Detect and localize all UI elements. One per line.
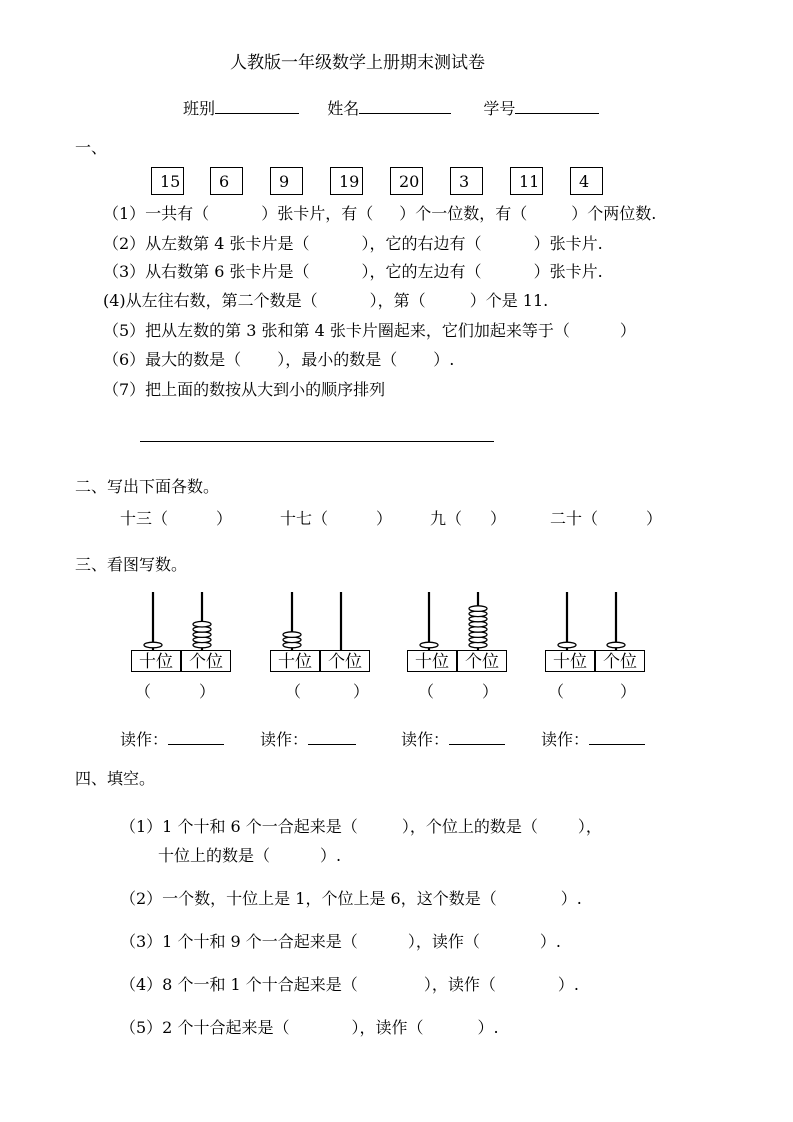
abacus-rods	[404, 590, 516, 652]
abacus-rods	[267, 590, 379, 652]
ones-label: 个位	[457, 650, 507, 672]
number-card: 9	[270, 167, 303, 195]
abacus	[542, 590, 654, 680]
page-title: 人教版一年级数学上册期末测试卷	[230, 53, 485, 73]
read-as-item: 读作：	[401, 728, 505, 748]
class-label: 班别	[183, 99, 216, 118]
tens-label: 十位	[131, 650, 181, 672]
abacus-bead	[144, 642, 162, 648]
order-answer-line[interactable]	[140, 441, 494, 442]
abacus-bead	[283, 632, 301, 638]
abacus-answer: （ ）	[418, 682, 499, 701]
write-number-item: 十三（ ）	[120, 509, 233, 528]
number-card: 19	[330, 167, 363, 195]
abacus-bead	[469, 606, 487, 612]
tens-label: 十位	[270, 650, 320, 672]
abacus	[404, 590, 516, 680]
abacus-answer: （ ）	[548, 682, 637, 701]
ones-label: 个位	[181, 650, 231, 672]
name-label: 姓名	[327, 99, 360, 118]
read-as-item: 读作：	[260, 728, 356, 748]
fill-item-5: （5）2 个十合起来是（ ），读作（ ）.	[120, 1018, 499, 1037]
number-card: 11	[510, 167, 543, 195]
student-info-row	[183, 97, 599, 117]
abacus	[267, 590, 379, 680]
fill-item-1b: 十位上的数是（ ）.	[158, 846, 342, 865]
number-card: 6	[210, 167, 243, 195]
number-card: 3	[450, 167, 483, 195]
question-1-5: （5）把从左数的第 3 张和第 4 张卡片圈起来，它们加起来等于（ ）	[103, 321, 636, 340]
abacus-bead	[607, 642, 625, 648]
fill-item-3: （3）1 个十和 9 个一合起来是（ ），读作（ ）.	[120, 932, 561, 951]
section1-heading: 一、	[75, 138, 108, 157]
fill-item-2: （2）一个数，十位上是 1，个位上是 6，这个数是（ ）.	[120, 889, 582, 908]
number-card: 4	[570, 167, 603, 195]
abacus-rods	[542, 590, 654, 652]
write-number-item: 十七（ ）	[280, 509, 393, 528]
abacus-answer: （ ）	[285, 682, 370, 701]
question-1-7: （7）把上面的数按从大到小的顺序排列	[103, 380, 386, 399]
question-1-3: （3）从右数第 6 张卡片是（ ），它的左边有（ ）张卡片.	[103, 262, 603, 281]
fill-item-1: （1）1 个十和 6 个一合起来是（ ），个位上的数是（ ），	[120, 817, 602, 836]
abacus-bead	[420, 642, 438, 648]
name-field[interactable]	[359, 97, 451, 114]
abacus-answer: （ ）	[135, 682, 216, 701]
read-as-item: 读作：	[541, 728, 645, 748]
write-number-item: 二十（ ）	[550, 509, 663, 528]
number-label: 学号	[483, 99, 516, 118]
question-1-4: (4)从左往右数，第二个数是（ ），第（ ）个是 11.	[103, 291, 549, 310]
abacus-rods	[128, 590, 240, 652]
write-number-item: 九（ ）	[430, 509, 507, 528]
abacus-bead	[193, 621, 211, 627]
class-field[interactable]	[215, 97, 299, 114]
question-1-6: （6）最大的数是（ ），最小的数是（ ）.	[103, 350, 455, 369]
number-card: 15	[151, 167, 184, 195]
abacus	[128, 590, 240, 680]
ones-label: 个位	[595, 650, 645, 672]
section2-heading: 二、写出下面各数。	[75, 477, 220, 496]
tens-label: 十位	[545, 650, 595, 672]
number-card: 20	[390, 167, 423, 195]
read-as-item: 读作：	[120, 728, 224, 748]
section3-heading: 三、看图写数。	[75, 555, 188, 574]
section4-heading: 四、填空。	[75, 769, 156, 788]
question-1-1: （1）一共有（ ）张卡片，有（ ）个一位数，有（ ）个两位数.	[103, 204, 657, 223]
fill-item-4: （4）8 个一和 1 个十合起来是（ ），读作（ ）.	[120, 975, 579, 994]
tens-label: 十位	[407, 650, 457, 672]
number-field[interactable]	[515, 97, 599, 114]
abacus-bead	[558, 642, 576, 648]
ones-label: 个位	[320, 650, 370, 672]
question-1-2: （2）从左数第 4 张卡片是（ ），它的右边有（ ）张卡片.	[103, 234, 603, 253]
